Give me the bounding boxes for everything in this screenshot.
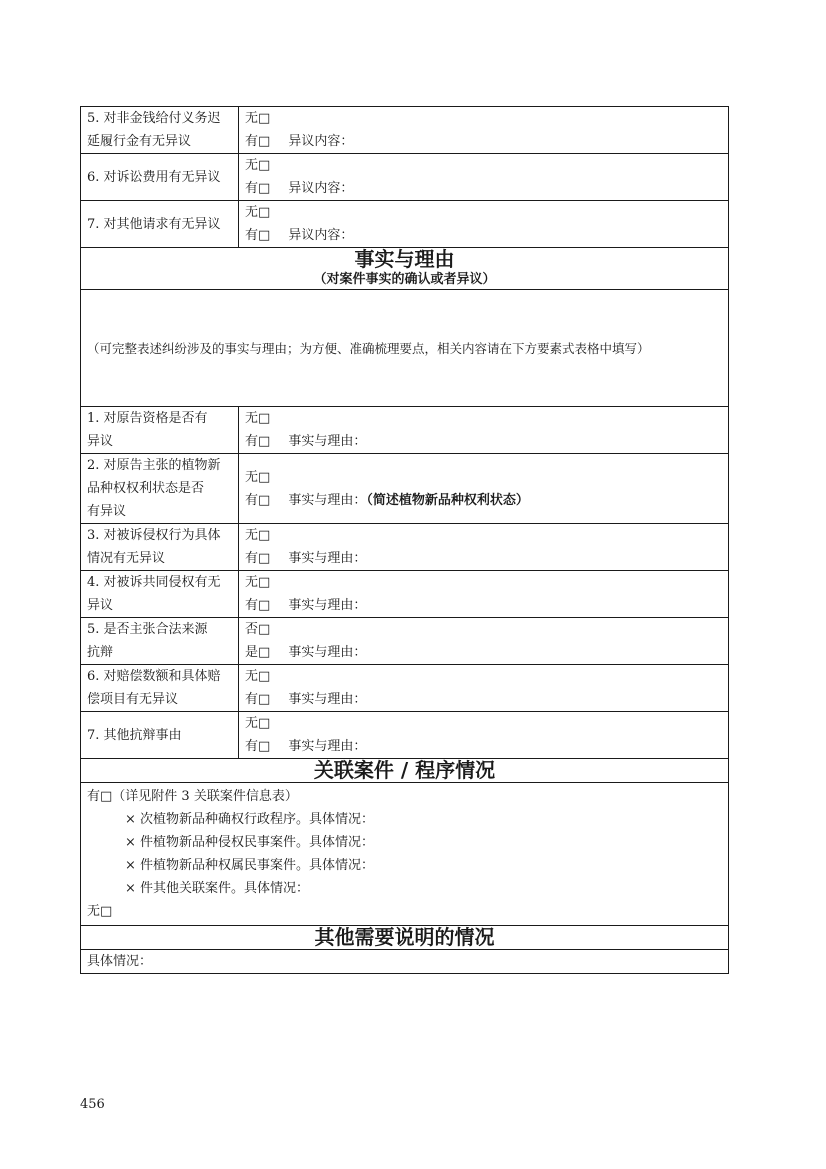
option-none[interactable]: 无□: [245, 716, 271, 731]
related-none-option[interactable]: 无□: [87, 904, 113, 919]
option-none[interactable]: 无□: [245, 528, 271, 543]
row-options: [239, 571, 729, 618]
row-label: 6. 对诉讼费用有无异议: [81, 154, 239, 201]
variety-right-note: （简述植物新品种权利状态）: [366, 492, 529, 508]
claim-row-7: [81, 201, 729, 248]
row-label: 5. 是否主张合法来源 抗辩: [81, 618, 239, 665]
fact-row-3: [81, 524, 729, 571]
fact-row-4: [81, 571, 729, 618]
facts-free-text-row: [81, 290, 729, 407]
other-details-cell[interactable]: 具体情况：: [81, 950, 729, 974]
facts-section-header: [81, 248, 729, 290]
option-has[interactable]: 有□ 异议内容：: [245, 228, 354, 243]
row-options: [239, 618, 729, 665]
related-item: × 件植物新品种侵权民事案件。具体情况：: [125, 835, 375, 850]
row-options: [239, 154, 729, 201]
row-label: 5. 对非金钱给付义务迟 延履行金有无异议: [81, 107, 239, 154]
facts-free-text-area[interactable]: [81, 290, 729, 407]
row-label: 4. 对被诉共同侵权有无 异议: [81, 571, 239, 618]
option-has[interactable]: 有□ 异议内容：: [245, 181, 354, 196]
option-yes[interactable]: 是□ 事实与理由：: [245, 645, 367, 660]
row-options: [239, 454, 729, 524]
option-has[interactable]: 有□ 事实与理由：: [245, 739, 367, 754]
other-details-row: [81, 950, 729, 974]
row-options: [239, 712, 729, 759]
section-subtitle: （对案件事实的确认或者异议）: [313, 272, 496, 287]
fact-row-2: [81, 454, 729, 524]
other-section-header: [81, 926, 729, 950]
row-label: 3. 对被诉侵权行为具体 情况有无异议: [81, 524, 239, 571]
option-none[interactable]: 无□: [245, 158, 271, 173]
option-has[interactable]: 有□ 事实与理由：: [245, 692, 367, 707]
row-options: [239, 665, 729, 712]
option-none[interactable]: 无□: [245, 469, 271, 485]
row-label: 6. 对赔偿数额和具体赔 偿项目有无异议: [81, 665, 239, 712]
option-none[interactable]: 无□: [245, 575, 271, 590]
row-label: 7. 其他抗辩事由: [81, 712, 239, 759]
row-options: [239, 407, 729, 454]
claim-row-6: [81, 154, 729, 201]
pleading-form-table: [80, 106, 729, 974]
section-title: 关联案件 / 程序情况: [313, 758, 496, 782]
related-cases-row: [81, 783, 729, 926]
related-section-header: [81, 759, 729, 783]
option-has[interactable]: 有□ 事实与理由：: [245, 551, 367, 566]
row-options: [239, 107, 729, 154]
row-options: [239, 201, 729, 248]
option-has[interactable]: 有□ 事实与理由：（简述植物新品种权利状态）: [245, 492, 529, 508]
option-none[interactable]: 无□: [245, 411, 271, 426]
option-has[interactable]: 有□ 事实与理由：: [245, 598, 367, 613]
option-none[interactable]: 无□: [245, 669, 271, 684]
row-label: 2. 对原告主张的植物新 品种权权利状态是否 有异议: [81, 454, 239, 524]
option-none[interactable]: 无□: [245, 111, 271, 126]
fact-row-6: [81, 665, 729, 712]
related-item: × 件植物新品种权属民事案件。具体情况：: [125, 858, 375, 873]
row-label: 1. 对原告资格是否有 异议: [81, 407, 239, 454]
option-no[interactable]: 否□: [245, 622, 271, 637]
option-none[interactable]: 无□: [245, 205, 271, 220]
claim-row-5: [81, 107, 729, 154]
row-options: [239, 524, 729, 571]
section-title: 其他需要说明的情况: [314, 925, 495, 949]
related-has-option[interactable]: 有□（详见附件 3 关联案件信息表）: [87, 789, 298, 804]
row-label: 7. 对其他请求有无异议: [81, 201, 239, 248]
option-has[interactable]: 有□ 异议内容：: [245, 134, 354, 149]
related-cases-cell: [81, 783, 729, 926]
page-number: 456: [80, 1097, 105, 1112]
option-has[interactable]: 有□ 事实与理由：: [245, 434, 367, 449]
facts-instruction: （可完整表述纠纷涉及的事实与理由；为方便、准确梳理要点，相关内容请在下方要素式表格中填写）: [87, 340, 650, 356]
related-item: × 次植物新品种确权行政程序。具体情况：: [125, 812, 375, 827]
fact-row-1: [81, 407, 729, 454]
related-item: × 件其他关联案件。具体情况：: [125, 881, 310, 896]
fact-row-5: [81, 618, 729, 665]
section-title: 事实与理由: [354, 247, 455, 271]
fact-row-7: [81, 712, 729, 759]
